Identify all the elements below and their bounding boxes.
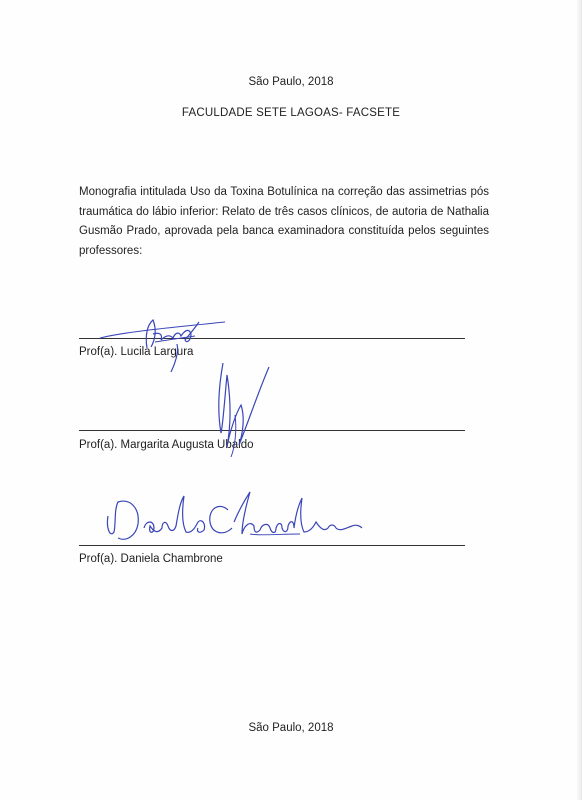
handwritten-signature-3 — [100, 488, 365, 550]
signature-line-3 — [79, 545, 465, 546]
signature-line-2 — [79, 430, 465, 431]
signature-line-1 — [79, 338, 465, 339]
approval-paragraph: Monografia intitulada Uso da Toxina Botulínica na correção das assimetrias pós traumática do lábio inferior: Relato de três casos clínicos, de autoria de Nathalia Gusmão Prado, aprovada pela banca examinadora constituída pelos seguintes professores: — [79, 186, 489, 257]
page-edge-shadow — [576, 0, 582, 800]
signatory-name-2: Prof(a). Margarita Augusta Ubaldo — [79, 439, 254, 451]
institution-name: FACULDADE SETE LAGOAS- FACSETE — [181, 107, 401, 119]
header-city-year: São Paulo, 2018 — [248, 76, 334, 88]
signatory-name-3: Prof(a). Daniela Chambrone — [79, 553, 223, 565]
footer-city-year: São Paulo, 2018 — [248, 722, 334, 734]
signatory-name-1: Prof(a). Lucila Largura — [79, 346, 194, 358]
